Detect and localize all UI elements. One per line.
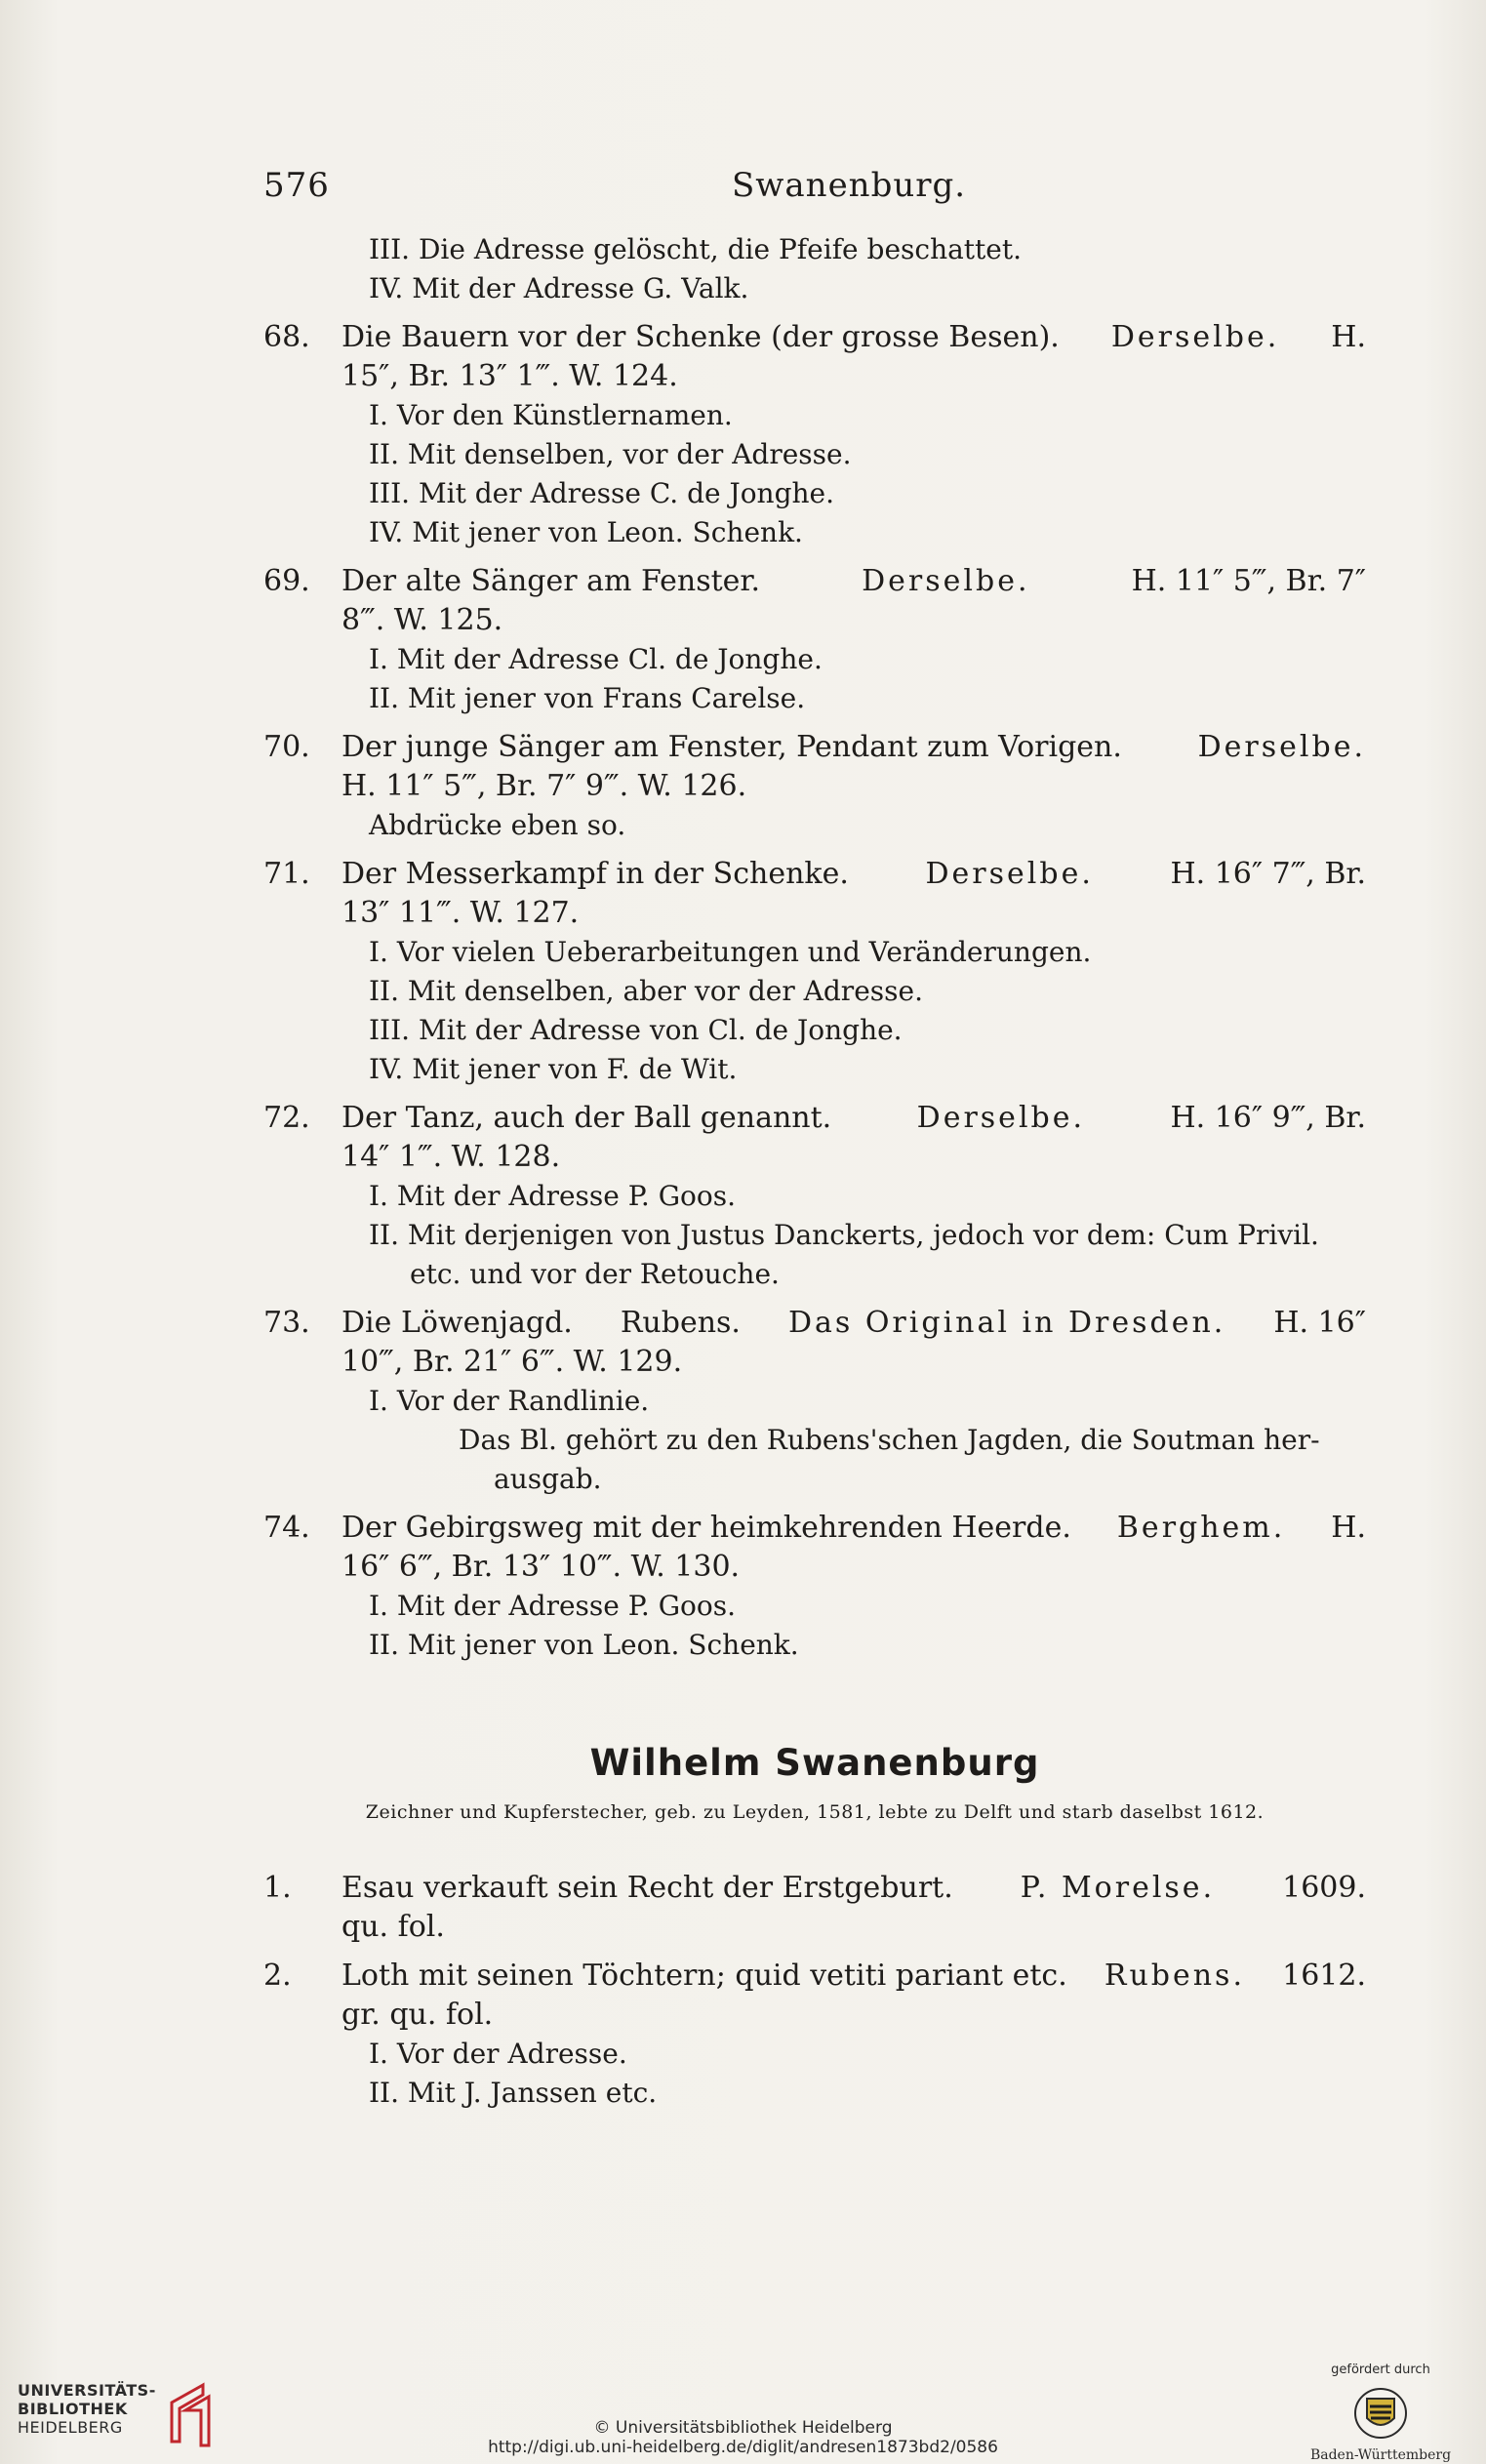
footer-credit xyxy=(0,2418,1486,2457)
text-line xyxy=(263,318,1366,357)
text-line xyxy=(263,855,1366,894)
text-line: 8‴. W. 125. xyxy=(341,603,503,637)
text-line: 10‴, Br. 21″ 6‴. W. 129. xyxy=(341,1345,683,1379)
entry-part: H. 11″ 5‴, Br. 7″ xyxy=(1131,564,1366,598)
entry-part: Die Bauern vor der Schenke (der grosse Besen). xyxy=(341,320,1060,354)
entry-number: 74. xyxy=(263,1511,310,1545)
text-line: I. Vor den Künstlernamen. xyxy=(369,399,733,431)
text-line: II. Mit denselben, aber vor der Adresse. xyxy=(369,975,923,1007)
entry-part: Derselbe. xyxy=(1197,730,1366,764)
entry-part: Esau verkauft sein Recht der Erstgeburt. xyxy=(341,1871,953,1905)
entry-part: P. Morelse. xyxy=(1020,1871,1216,1905)
state-seal-icon xyxy=(1351,2385,1410,2442)
text-line: II. Mit derjenigen von Justus Danckerts, jedoch vor dem: Cum Privil. xyxy=(369,1219,1319,1251)
text-line xyxy=(263,1869,1366,1908)
entry-part: Derselbe. xyxy=(862,564,1030,598)
running-head xyxy=(263,166,1366,215)
text-line: 15″, Br. 13″ 1‴. W. 124. xyxy=(341,359,678,393)
entry-part: 1612. xyxy=(1282,1959,1366,1993)
entry-part: H. xyxy=(1331,320,1366,354)
entry-part: Der junge Sänger am Fenster, Pendant zum Vorigen. xyxy=(341,730,1122,764)
text-line xyxy=(263,1957,1366,1996)
text-line: III. Die Adresse gelöscht, die Pfeife beschattet. xyxy=(369,233,1023,265)
text-line: I. Vor der Adresse. xyxy=(369,2038,627,2070)
text-line: II. Mit jener von Leon. Schenk. xyxy=(369,1629,799,1661)
text-line: I. Mit der Adresse Cl. de Jonghe. xyxy=(369,643,823,675)
text-line: IV. Mit der Adresse G. Valk. xyxy=(369,272,749,304)
entry-part: Rubens. xyxy=(620,1306,741,1340)
entry-part: Der Messerkampf in der Schenke. xyxy=(341,857,849,891)
entry-part: H. 16″ xyxy=(1273,1306,1366,1340)
sponsor-label: gefördert durch xyxy=(1331,2363,1430,2377)
text-line: ausgab. xyxy=(494,1463,602,1495)
text-line: IV. Mit jener von Leon. Schenk. xyxy=(369,516,803,548)
catalogue-entries-swanenburg xyxy=(263,1859,1366,2113)
entry-number: 71. xyxy=(263,857,310,891)
text-line: IV. Mit jener von F. de Wit. xyxy=(369,1053,738,1085)
text-line: I. Vor vielen Ueberarbeitungen und Veränderungen. xyxy=(369,936,1092,968)
text-line xyxy=(263,728,1366,767)
entry-number: 70. xyxy=(263,730,310,764)
entry-part: Rubens. xyxy=(1104,1959,1245,1993)
library-name-line3: HEIDELBERG xyxy=(18,2418,123,2437)
entry-part: Das Original in Dresden. xyxy=(787,1306,1226,1340)
entry-part: Der Gebirgsweg mit der heimkehrenden Heerde. xyxy=(341,1511,1071,1545)
sponsor-name: Baden-Württemberg xyxy=(1309,2447,1452,2463)
text-line: II. Mit denselben, vor der Adresse. xyxy=(369,438,852,470)
text-line: etc. und vor der Retouche. xyxy=(410,1258,780,1290)
entry-part: Derselbe. xyxy=(916,1101,1086,1135)
entry-part: 1609. xyxy=(1282,1871,1366,1905)
text-line: III. Mit der Adresse C. de Jonghe. xyxy=(369,477,835,509)
library-name-line2: BIBLIOTHEK xyxy=(18,2400,128,2418)
entry-number: 2. xyxy=(263,1959,292,1993)
text-line: Abdrücke eben so. xyxy=(369,809,626,841)
copyright-text: © Universitätsbibliothek Heidelberg xyxy=(593,2418,893,2438)
entry-part: Der alte Sänger am Fenster. xyxy=(341,564,761,598)
text-line xyxy=(263,1509,1366,1548)
text-line: III. Mit der Adresse von Cl. de Jonghe. xyxy=(369,1014,903,1046)
entry-part: H. 16″ 7‴, Br. xyxy=(1170,857,1366,891)
section-subtitle: Zeichner und Kupferstecher, geb. zu Leyden, 1581, lebte zu Delft und starb daselbst 1612. xyxy=(365,1801,1265,1823)
text-line: gr. qu. fol. xyxy=(341,1998,494,2032)
entry-number: 69. xyxy=(263,564,310,598)
entry-part: Derselbe. xyxy=(1110,320,1280,354)
text-line xyxy=(263,1304,1366,1343)
entry-part: Derselbe. xyxy=(925,857,1094,891)
text-line: qu. fol. xyxy=(341,1910,445,1944)
text-line xyxy=(263,1099,1366,1138)
text-line: 16″ 6‴, Br. 13″ 10‴. W. 130. xyxy=(341,1550,741,1584)
page-number: 576 xyxy=(263,166,330,205)
entry-part: Der Tanz, auch der Ball genannt. xyxy=(341,1101,832,1135)
text-line: I. Vor der Randlinie. xyxy=(369,1385,650,1417)
section-title: Wilhelm Swanenburg xyxy=(589,1742,1040,1784)
text-line xyxy=(263,562,1366,601)
entry-number: 72. xyxy=(263,1101,310,1135)
text-line: I. Mit der Adresse P. Goos. xyxy=(369,1590,737,1622)
text-line: 14″ 1‴. W. 128. xyxy=(341,1140,561,1174)
text-line: I. Mit der Adresse P. Goos. xyxy=(369,1180,737,1212)
source-url[interactable]: http://digi.ub.uni-heidelberg.de/diglit/andresen1873bd2/0586 xyxy=(488,2438,998,2457)
library-name-line1: UNIVERSITÄTS- xyxy=(18,2381,156,2400)
text-line: II. Mit J. Janssen etc. xyxy=(369,2077,658,2109)
entry-part: H. 16″ 9‴, Br. xyxy=(1170,1101,1366,1135)
catalogue-entries xyxy=(263,230,1366,1665)
text-line: H. 11″ 5‴, Br. 7″ 9‴. W. 126. xyxy=(341,769,747,803)
running-title: Swanenburg. xyxy=(732,166,967,205)
sponsor-block xyxy=(1293,2363,1468,2463)
entry-part: Berghem. xyxy=(1116,1511,1286,1545)
entry-part: Die Löwenjagd. xyxy=(341,1306,573,1340)
text-line: II. Mit jener von Frans Carelse. xyxy=(369,682,806,714)
entry-part: H. xyxy=(1331,1511,1366,1545)
entry-number: 68. xyxy=(263,320,310,354)
text-line: Das Bl. gehört zu den Rubens'schen Jagden, die Soutman her- xyxy=(459,1424,1320,1456)
text-line: 13″ 11‴. W. 127. xyxy=(341,896,580,930)
entry-part: Loth mit seinen Töchtern; quid vetiti pariant etc. xyxy=(341,1959,1067,1993)
entry-number: 73. xyxy=(263,1306,310,1340)
entry-number: 1. xyxy=(263,1871,292,1905)
